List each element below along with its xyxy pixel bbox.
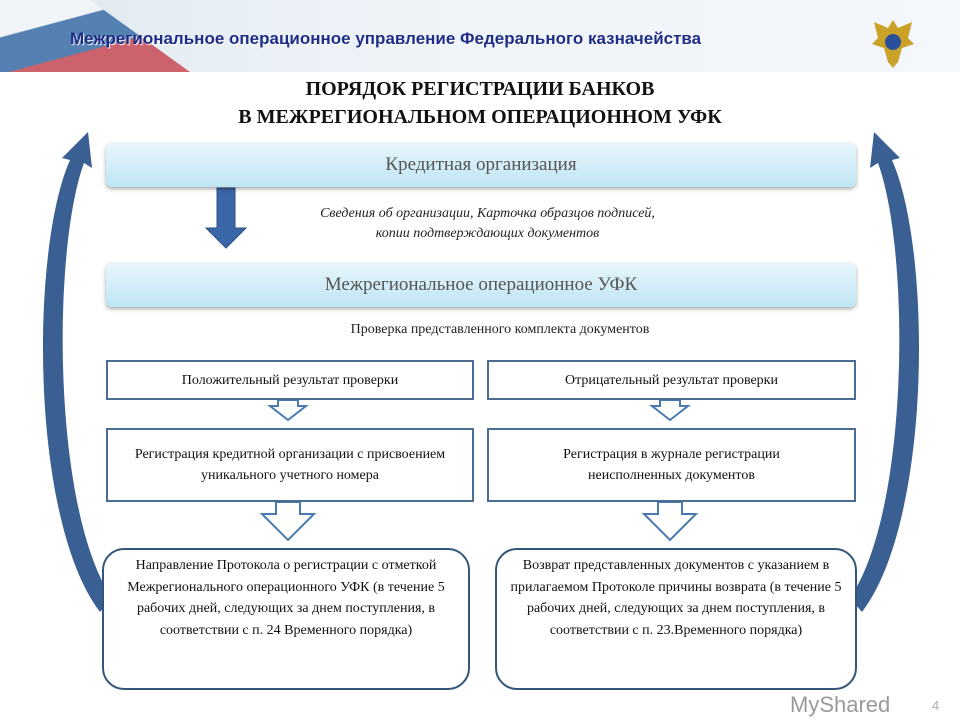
slide-title-line2: В МЕЖРЕГИОНАЛЬНОМ ОПЕРАЦИОННОМ УФК — [238, 106, 722, 128]
registration-box: Регистрация кредитной организации с присвоением уникального учетного номера — [106, 428, 474, 502]
hollow-arrow-right-1 — [652, 400, 688, 420]
hollow-arrow-left-1 — [270, 400, 306, 420]
journal-box: Регистрация в журнале регистрации неисполненных документов — [487, 428, 856, 502]
ufk-box: Межрегиональное операционное УФК — [106, 263, 856, 307]
slide-title-line1: ПОРЯДОК РЕГИСТРАЦИИ БАНКОВ — [305, 78, 655, 100]
left-curved-arrow — [43, 132, 112, 612]
return-box: Возврат представленных документов с указанием в прилагаемом Протоколе причины возврата (в течение 5 рабочих дней, следующих за днем поступления, в соответствии с п. 23.Временного порядка) — [495, 548, 857, 690]
down-arrow-icon — [206, 188, 246, 248]
positive-result-box: Положительный результат проверки — [106, 360, 474, 400]
hollow-arrow-right-2 — [644, 502, 696, 540]
credit-organization-box: Кредитная организация — [106, 143, 856, 187]
submission-line1: Сведения об организации, Карточка образцов подписей, — [320, 206, 655, 221]
submission-line2: копии подтверждающих документов — [375, 226, 600, 241]
page-number: 4 — [932, 698, 940, 713]
protocol-box: Направление Протокола о регистрации с отметкой Межрегионального операционного УФК (в течение 5 рабочих дней, следующих за днем поступления, в соответствии с п. 24 Временного порядка) — [102, 548, 470, 690]
right-curved-arrow — [850, 132, 919, 612]
negative-result-box: Отрицательный результат проверки — [487, 360, 856, 400]
hollow-arrow-left-2 — [262, 502, 314, 540]
submission-note — [250, 206, 725, 242]
check-label: Проверка представленного комплекта документов — [350, 322, 650, 337]
watermark: MyShared — [790, 692, 891, 717]
header-title: Межрегиональное операционное управление Федерального казначейства — [70, 29, 702, 48]
